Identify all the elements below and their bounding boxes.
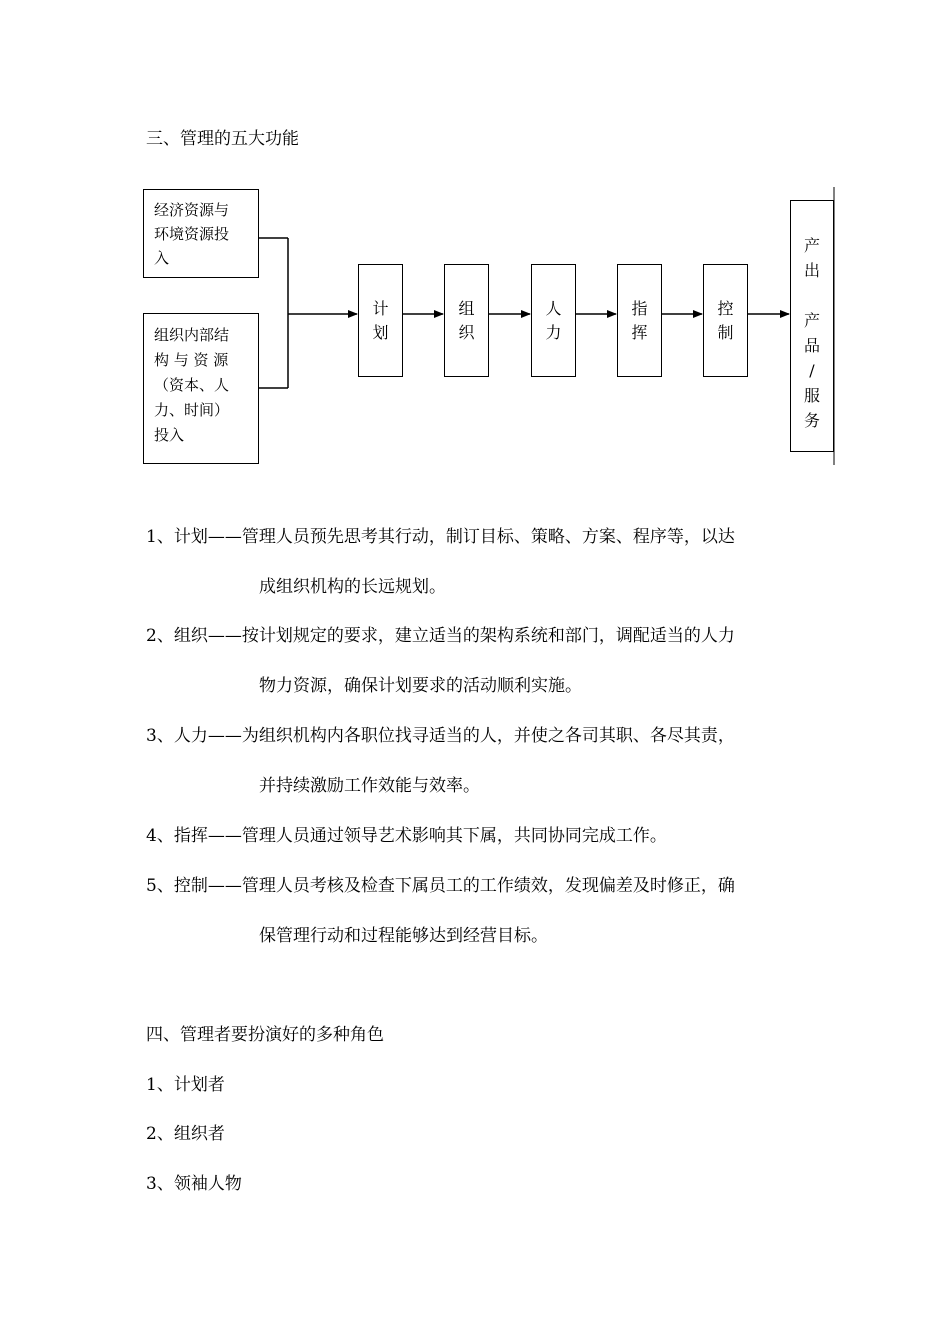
- function-1-line-2: 成组织机构的长远规划。: [259, 577, 446, 597]
- input-1-line-1: 经济资源与: [154, 201, 230, 219]
- input-2-line-1: 组织内部结: [154, 326, 230, 344]
- step-box-organizing: [444, 264, 489, 377]
- step-label-staffing: 人力: [545, 298, 562, 342]
- step-box-directing: [617, 264, 662, 377]
- function-2-line-2: 物力资源，确保计划要求的活动顺利实施。: [259, 676, 582, 696]
- step-box-controlling: [703, 264, 748, 377]
- input-box-internal-structure: [143, 313, 259, 464]
- input-1-line-2: 环境资源投: [154, 225, 230, 243]
- section-4-title: 四、管理者要扮演好的多种角色: [146, 1025, 384, 1045]
- step-box-planning: [358, 264, 403, 377]
- step-label-planning: 计划: [372, 298, 389, 342]
- function-3-line-2: 并持续激励工作效能与效率。: [259, 776, 480, 796]
- step-label-organizing: 组织: [458, 298, 475, 342]
- role-item-1: 1、计划者: [146, 1075, 225, 1095]
- function-2-line-1: 2、组织——按计划规定的要求，建立适当的架构系统和部门，调配适当的人力: [146, 626, 735, 646]
- input-2-line-2: 构 与 资 源: [154, 351, 229, 369]
- function-5-line-2: 保管理行动和过程能够达到经营目标。: [259, 926, 548, 946]
- output-char-3: 产: [803, 311, 820, 330]
- output-char-1: 产: [803, 236, 820, 255]
- input-box-economic-resources: [143, 189, 259, 278]
- role-item-3: 3、领袖人物: [146, 1174, 242, 1194]
- output-char-7: 务: [803, 411, 820, 430]
- output-char-6: 服: [803, 386, 820, 405]
- function-4-line-1: 4、指挥——管理人员通过领导艺术影响其下属，共同协同完成工作。: [146, 826, 667, 846]
- role-item-2: 2、组织者: [146, 1124, 225, 1144]
- input-1-line-3: 入: [154, 249, 170, 267]
- input-2-line-3: （资本、人: [154, 376, 230, 394]
- function-3-line-1: 3、人力——为组织机构内各职位找寻适当的人，并使之各司其职、各尽其责，: [146, 726, 735, 746]
- step-box-staffing: [531, 264, 576, 377]
- section-3-title: 三、管理的五大功能: [146, 129, 299, 149]
- output-box-products-services: [790, 200, 834, 452]
- function-1-line-1: 1、计划——管理人员预先思考其行动，制订目标、策略、方案、程序等，以达: [146, 527, 735, 547]
- step-label-controlling: 控制: [717, 298, 734, 342]
- function-5-line-1: 5、控制——管理人员考核及检查下属员工的工作绩效，发现偏差及时修正，确: [146, 876, 735, 896]
- output-char-5: /: [809, 361, 815, 380]
- input-2-line-4: 力、时间）: [154, 401, 230, 419]
- output-char-2: 出: [803, 261, 820, 280]
- input-2-line-5: 投入: [154, 426, 185, 444]
- step-label-directing: 指挥: [631, 298, 648, 342]
- output-char-4: 品: [803, 336, 820, 355]
